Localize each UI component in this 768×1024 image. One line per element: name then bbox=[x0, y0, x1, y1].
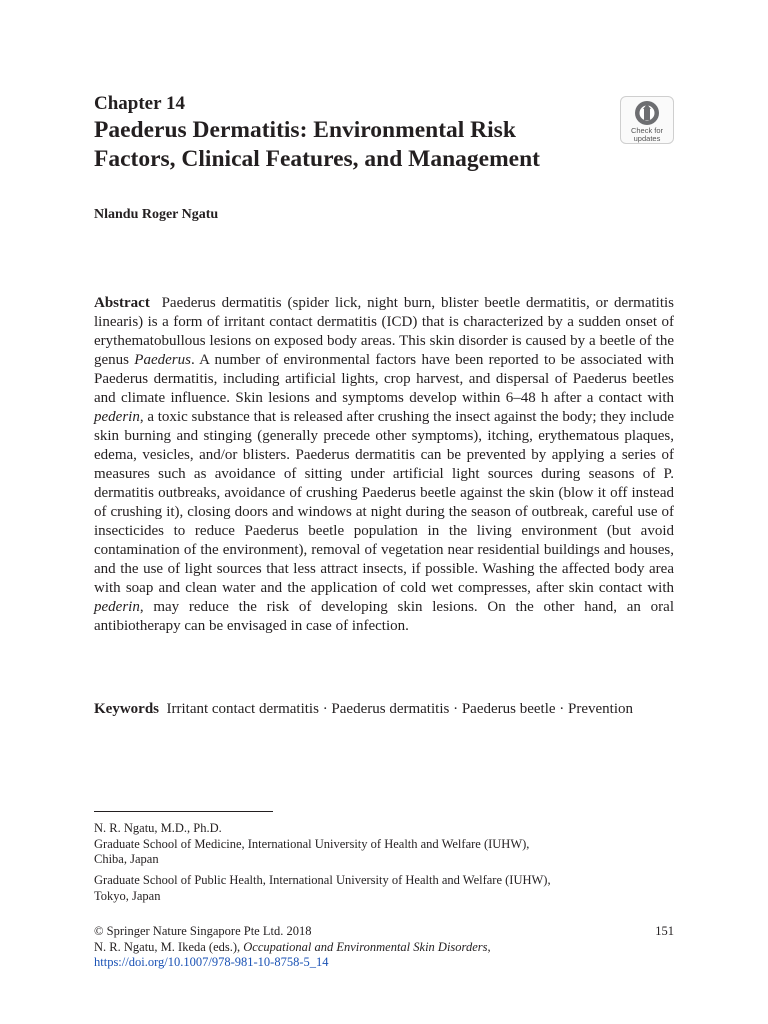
affiliation-2-line-1: Graduate School of Public Health, International University of Health and Welfare (IUHW), bbox=[94, 873, 551, 887]
check-for-updates-icon bbox=[634, 100, 660, 126]
page-number: 151 bbox=[655, 924, 674, 938]
abstract bbox=[94, 294, 674, 636]
chapter-title bbox=[94, 116, 624, 174]
badge-line-1: Check for bbox=[630, 126, 664, 135]
author-name: Nlandu Roger Ngatu bbox=[94, 207, 219, 222]
abstract-pederin-1: pederin bbox=[94, 409, 140, 425]
copyright: © Springer Nature Singapore Pte Ltd. 2018 bbox=[94, 924, 312, 938]
affiliation-1 bbox=[94, 821, 674, 868]
abstract-text-2: . A number of environmental factors have been reported to be associated with Paederus dermatitis, including artificial lights, crop harvest, and dispersal of Paederus beetles and climate influence. Skin lesions and symptoms develop within 6–48 h after a contact with bbox=[94, 352, 674, 406]
citation-suffix: , bbox=[487, 939, 491, 954]
abstract-heading: Abstract bbox=[94, 295, 150, 311]
doi-link[interactable]: https://doi.org/10.1007/978-981-10-8758-5_14 bbox=[94, 955, 329, 969]
chapter-label: Chapter 14 bbox=[94, 93, 185, 114]
keywords bbox=[94, 700, 674, 719]
citation-prefix: N. R. Ngatu, M. Ikeda (eds.), bbox=[94, 939, 244, 954]
abstract-pederin-2: pederin bbox=[94, 599, 140, 615]
chapter-title-line-2: Factors, Clinical Features, and Management bbox=[94, 146, 541, 172]
footnote-rule bbox=[94, 811, 273, 812]
affiliation-1-line-2: Graduate School of Medicine, International University of Health and Welfare (IUHW), bbox=[94, 836, 530, 851]
affiliation-1-line-3: Chiba, Japan bbox=[94, 852, 159, 866]
keywords-text: Irritant contact dermatitis · Paederus dermatitis · Paederus beetle · Prevention bbox=[166, 701, 634, 717]
badge-text bbox=[621, 127, 673, 142]
chapter-title-line-1: Paederus Dermatitis: Environmental Risk bbox=[94, 117, 516, 143]
page-footer bbox=[94, 924, 674, 971]
abstract-genus: Paederus bbox=[134, 352, 191, 368]
book-title: Occupational and Environmental Skin Disorders bbox=[243, 939, 488, 954]
abstract-text-3: , a toxic substance that is released after crushing the insect against the body; they include skin burning and stinging (generally precede other symptoms), itching, erythematous plaques, edema, vesicles, and/or blisters. Paederus dermatitis can be prevented by applying a series of measures such as avoidance of sitting under artificial light sources during seasons of P. dermatitis outbreaks, avoidance of crushing Paederus beetle against the skin (blow it off instead of crushing it), closing doors and windows at night during the season of outbreak, careful use of insecticides to reduce Paederus beetle population in the living environment (but avoid contamination of the environment), removal of vegetation near residential buildings and houses, and the use of light sources that less attract insects, if possible. Washing the affected body area with soap and clean water and the application of cold wet compresses, after skin contact with bbox=[94, 409, 674, 596]
badge-line-2: updates bbox=[633, 133, 661, 143]
abstract-text-4: , may reduce the risk of developing skin lesions. On the other hand, an oral antibiotherapy can be envisaged in case of infection. bbox=[94, 599, 674, 634]
affiliation-2-line-2: Tokyo, Japan bbox=[94, 888, 161, 903]
check-for-updates-badge[interactable] bbox=[620, 96, 674, 144]
keywords-heading: Keywords bbox=[94, 701, 159, 717]
abstract-text-1: Paederus dermatitis (spider lick, night burn, blister beetle dermatitis, or dermatitis linearis) is a form of irritant contact dermatitis (ICD) that is characterized by a sudden onset of erythematobullous lesions on exposed body areas. This skin disorder is caused by a beetle of the genus bbox=[94, 295, 674, 368]
affiliation-2 bbox=[94, 873, 674, 904]
affiliation-1-line-1: N. R. Ngatu, M.D., Ph.D. bbox=[94, 821, 222, 835]
